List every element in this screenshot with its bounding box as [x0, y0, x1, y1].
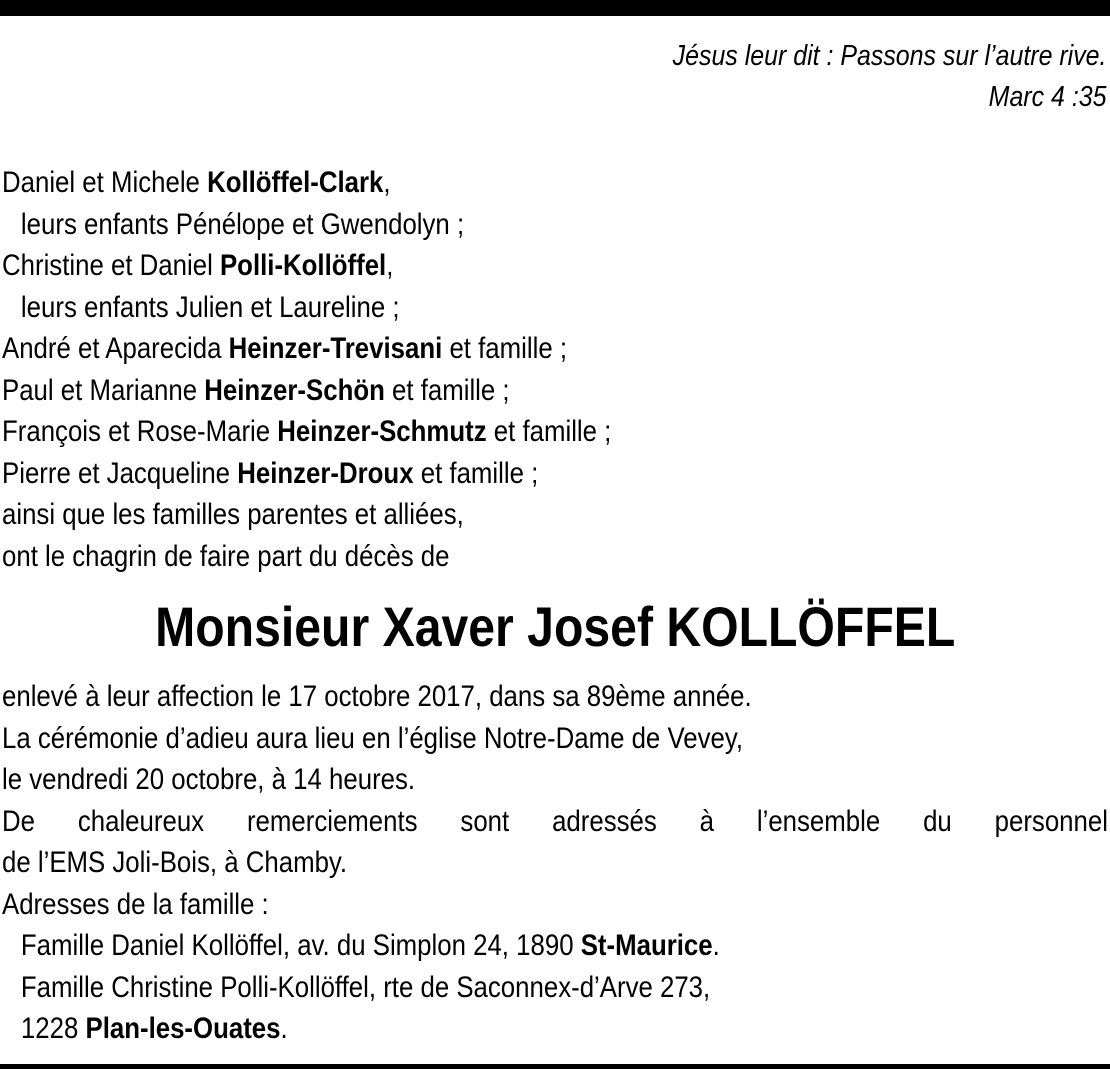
family-line: François et Rose-Marie Heinzer-Schmutz et famille ;	[2, 415, 612, 448]
verse-text: Jésus leur dit : Passons sur l’autre rive.	[672, 40, 1106, 72]
family-surname: Heinzer-Schön	[204, 373, 385, 407]
family-address: Famille Christine Polli-Kollöffel, rte de Saconnex-d’Arve 273,	[20, 970, 711, 1004]
death-date-line: enlevé à leur affection le 17 octobre 2017, dans sa 89ème année.	[2, 680, 752, 713]
bottom-rule	[0, 1064, 1110, 1069]
ceremony-line: La cérémonie d’adieu aura lieu en l’église Notre-Dame de Vevey,	[2, 721, 743, 755]
announcement-line: ont le chagrin de faire part du décès de	[2, 539, 450, 573]
notice-details	[2, 676, 1108, 1050]
ceremony-time-line: le vendredi 20 octobre, à 14 heures.	[2, 763, 416, 796]
city-name: Plan-les-Ouates	[85, 1012, 281, 1045]
city-name: St-Maurice	[580, 929, 713, 962]
family-line: Daniel et Michele Kollöffel-Clark,	[2, 166, 391, 199]
family-list	[2, 162, 611, 577]
family-surname: Kollöffel-Clark	[207, 166, 384, 199]
addresses-heading: Adresses de la famille :	[2, 887, 269, 921]
relatives-line: ainsi que les familles parentes et alliées,	[2, 498, 464, 531]
family-surname: Polli-Kollöffel	[219, 249, 387, 282]
bible-verse	[672, 36, 1106, 118]
deceased-name: Monsieur Xaver Josef KOLLÖFFEL	[154, 595, 956, 658]
family-line: Paul et Marianne Heinzer-Schön et famille ;	[2, 373, 510, 407]
family-children-line: leurs enfants Pénélope et Gwendolyn ;	[20, 207, 465, 241]
family-line: Christine et Daniel Polli-Kollöffel,	[2, 249, 394, 282]
verse-reference: Marc 4 :35	[988, 81, 1106, 113]
family-surname: Heinzer-Schmutz	[277, 415, 487, 448]
top-rule	[0, 0, 1110, 16]
family-surname: Heinzer-Droux	[237, 456, 414, 490]
family-line: Pierre et Jacqueline Heinzer-Droux et famille ;	[2, 456, 539, 490]
family-surname: Heinzer-Trevisani	[228, 332, 443, 365]
family-address-continued: 1228 Plan-les-Ouates.	[20, 1012, 288, 1045]
thanks-line: De chaleureux remerciements sont adressés à l’ensemble du personnel	[2, 804, 1108, 838]
family-line: André et Aparecida Heinzer-Trevisani et famille ;	[2, 332, 568, 365]
family-children-line: leurs enfants Julien et Laureline ;	[20, 290, 400, 324]
family-address: Famille Daniel Kollöffel, av. du Simplon 24, 1890 St-Maurice.	[20, 929, 720, 962]
thanks-line-continued: de l’EMS Joli-Bois, à Chamby.	[2, 846, 348, 879]
